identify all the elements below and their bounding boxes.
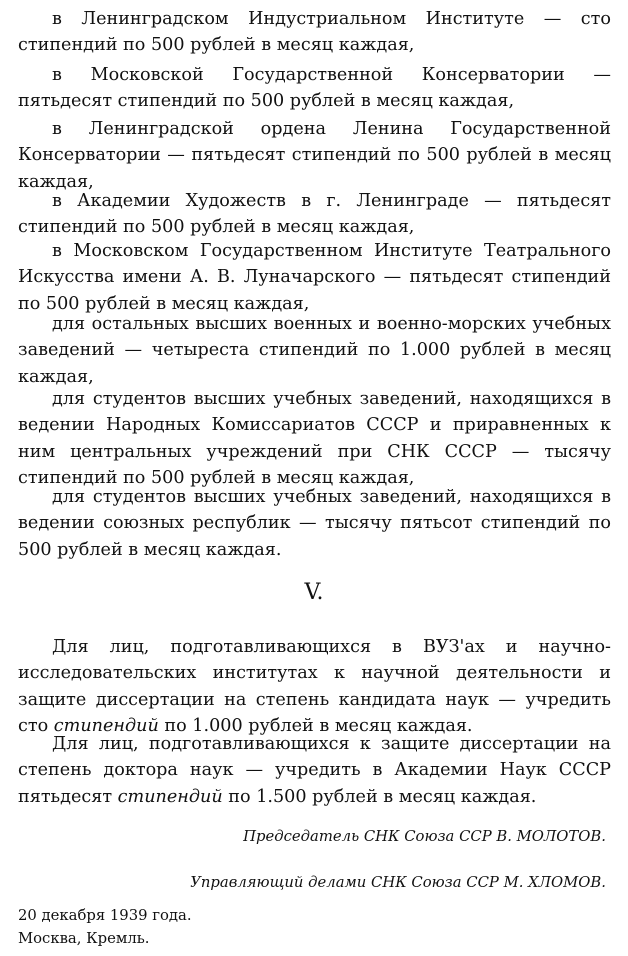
paragraph-text: Для лиц, подготавливающихся в ВУЗ'ах и научно-исследовательских институтах к научной деятельности и защите диссертации на степень кандидата наук — учредить сто — [18, 637, 611, 737]
emphasis-text: стипендий — [53, 716, 159, 737]
signature-chairman: Председатель СНК Союза ССР В. МОЛОТОВ. — [243, 828, 606, 845]
paragraph-text: Для лиц, подготавливающихся к защите диссертации на степень доктора наук — учредить в Академии Наук СССР пятьдесят — [18, 734, 611, 807]
list-item: в Ленинградской ордена Ленина Государственной Консерватории — пятьдесят стипендий по 500 рублей в месяц каждая, — [18, 119, 611, 192]
section-paragraph — [18, 731, 611, 810]
document-place: Москва, Кремль. — [18, 930, 150, 947]
list-item: в Московской Государственной Консерватории — пятьдесят стипендий по 500 рублей в месяц каждая, — [18, 65, 611, 112]
paragraph-text: по 1.500 рублей в месяц каждая. — [222, 786, 537, 807]
list-item: для остальных высших военных и военно-морских учебных заведений — четыреста стипендий по 1.000 рублей в месяц каждая, — [18, 314, 611, 387]
list-item: для студентов высших учебных заведений, находящихся в ведении союзных республик — тысячу пятьсот стипендий по 500 рублей в месяц каждая. — [18, 487, 611, 560]
signature-manager: Управляющий делами СНК Союза ССР М. ХЛОМОВ. — [190, 874, 606, 891]
list-item: в Академии Художеств в г. Ленинграде — пятьдесят стипендий по 500 рублей в месяц каждая, — [18, 191, 611, 238]
document-date: 20 декабря 1939 года. — [18, 907, 192, 924]
list-item: для студентов высших учебных заведений, находящихся в ведении Народных Комиссариатов СССР и приравненных к ним центральных учреждений при СНК СССР — тысячу стипендий по 500 рублей в месяц каждая, — [18, 389, 611, 489]
emphasis-text: стипендий — [117, 786, 223, 807]
paragraph-text: по 1.000 рублей в месяц каждая. — [158, 716, 473, 737]
section-paragraph — [18, 634, 611, 740]
list-item: в Московском Государственном Институте Театрального Искусства имени А. В. Луначарского — пятьдесят стипендий по 500 рублей в месяц каждая, — [18, 241, 611, 314]
list-item: в Ленинградском Индустриальном Институте — сто стипендий по 500 рублей в месяц каждая, — [18, 9, 611, 56]
section-heading: V. — [304, 580, 324, 605]
